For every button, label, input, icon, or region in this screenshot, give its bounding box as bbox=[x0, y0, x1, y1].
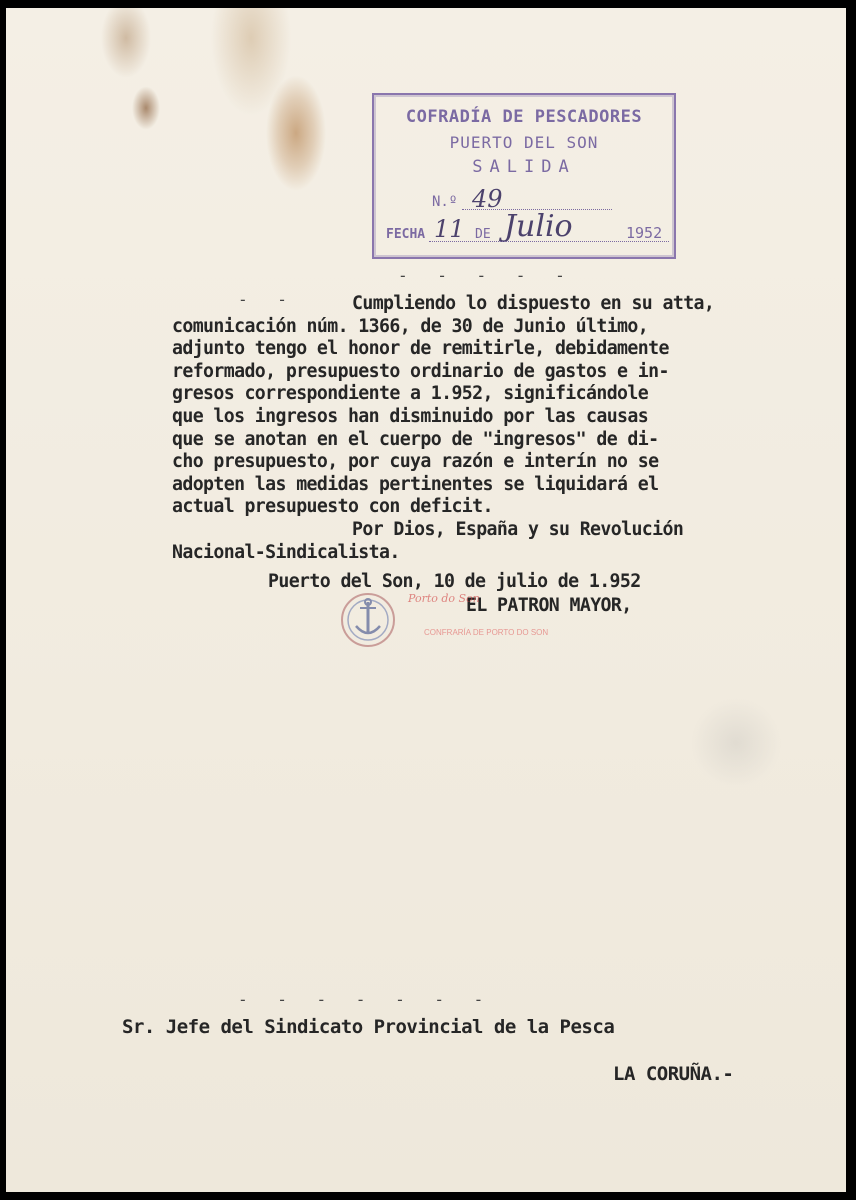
salutation: Por Dios, España y su Revolución bbox=[352, 518, 684, 540]
recipient-city: LA CORUÑA.- bbox=[613, 1063, 734, 1085]
stamp-place: PUERTO DEL SON bbox=[449, 133, 599, 152]
watermark-title: Porto do Son bbox=[408, 592, 480, 605]
letter-line: actual presupuesto con deficit. bbox=[172, 496, 493, 518]
letter-line: que se anotan en el cuerpo de "ingresos" de di- bbox=[172, 428, 659, 450]
typed-dashes: - - - - - - - bbox=[238, 990, 494, 1009]
stamp-date-year: 1952 bbox=[626, 224, 663, 242]
letter-line: reformado, presupuesto ordinario de gastos e in- bbox=[172, 360, 669, 382]
stamp-org: COFRADÍA DE PESCADORES bbox=[405, 107, 643, 127]
letter-line: cho presupuesto, por cuya razón e interín no se bbox=[172, 451, 659, 473]
stamp-date-day: 11 bbox=[434, 215, 465, 243]
letter-line: que los ingresos han disminuido por las causas bbox=[172, 405, 649, 427]
registry-stamp bbox=[372, 93, 676, 259]
document-page bbox=[6, 8, 846, 1192]
letter-line: Cumpliendo lo dispuesto en su atta, bbox=[352, 293, 715, 314]
letter-line: comunicación núm. 1366, de 30 de Junio último, bbox=[172, 315, 649, 337]
stamp-date-de: DE bbox=[475, 227, 491, 242]
typed-dashes: - - - - - bbox=[398, 266, 575, 285]
stamp-date-label: FECHA bbox=[386, 227, 426, 242]
stamp-number-label: N.º bbox=[432, 194, 458, 210]
place-date: Puerto del Son, 10 de julio de 1.952 bbox=[268, 571, 641, 592]
recipient: Sr. Jefe del Sindicato Provincial de la Pesca bbox=[122, 1016, 615, 1038]
letter-line: gresos correspondiente a 1.952, significándole bbox=[172, 383, 649, 405]
watermark-subtitle: CONFRARÍA DE PORTO DO SON bbox=[424, 628, 549, 637]
stamp-type: SALIDA bbox=[472, 157, 576, 177]
salutation: Nacional-Sindicalista. bbox=[172, 541, 400, 563]
letter-line: adjunto tengo el honor de remitirle, debidamente bbox=[172, 338, 669, 360]
archive-watermark bbox=[336, 588, 556, 648]
letter-line: adopten las medidas pertinentes se liquidará el bbox=[172, 473, 659, 495]
letter-body bbox=[172, 293, 844, 564]
typed-dashes: - - bbox=[238, 290, 297, 309]
stamp-date-month: Julio bbox=[504, 209, 573, 244]
stamp-number-value: 49 bbox=[472, 185, 503, 213]
stamp-date-line bbox=[429, 241, 669, 242]
signer-title: EL PATRON MAYOR, bbox=[466, 595, 632, 616]
anchor-icon bbox=[336, 588, 400, 652]
